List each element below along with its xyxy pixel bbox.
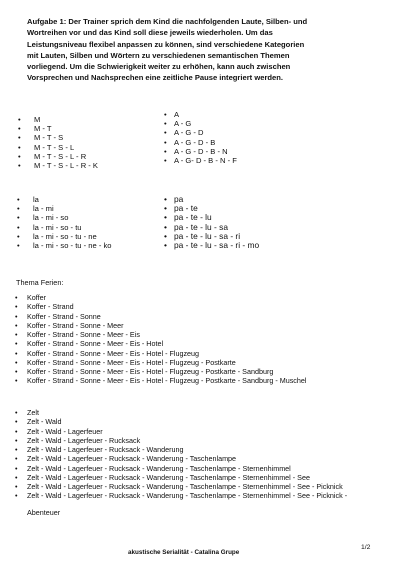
task-line: Wortreihen vor und das Kind soll diese jeweils wiederholen. Um das <box>27 28 273 38</box>
task-line: mit Lauten, Silben und Wörtern zu verschiedenen semantischen Themen <box>27 50 290 60</box>
bullet-icon: • <box>15 302 18 312</box>
bullet-icon: • <box>15 348 18 358</box>
bullet-icon: • <box>15 472 18 482</box>
page-footer: akustische Serialität - Catalina Grupe <box>128 549 240 556</box>
task-line: Vorsprechen und Nachsprechen eine zeitliche Pause integriert werden. <box>27 73 284 83</box>
theme-heading: Thema Ferien: <box>16 278 64 287</box>
bullet-icon: • <box>164 212 167 223</box>
bullet-icon: • <box>15 482 18 491</box>
list-item-continuation: Abenteuer <box>27 508 61 517</box>
bullet-icon: • <box>17 213 20 223</box>
bullet-icon: • <box>17 204 20 214</box>
bullet-icon: • <box>15 367 18 376</box>
bullet-icon: • <box>164 119 167 129</box>
bullet-icon: • <box>18 124 21 134</box>
bullet-icon: • <box>15 339 18 349</box>
bullet-icon: • <box>164 137 167 147</box>
bullet-icon: • <box>15 376 18 386</box>
task-line: vorliegend. Um die Schwierigkeit weiter zu erhöhen, kann auch zwischen <box>27 62 291 72</box>
bullet-icon: • <box>15 320 18 330</box>
bullet-icon: • <box>15 417 18 427</box>
bullet-icon: • <box>15 454 18 464</box>
bullet-icon: • <box>164 155 167 165</box>
bullet-icon: • <box>164 221 167 232</box>
page-number: 1/2 <box>361 544 371 551</box>
bullet-icon: • <box>164 203 167 214</box>
bullet-icon: • <box>15 445 18 454</box>
document-page: Aufgabe 1: Der Trainer sprich dem Kind die nachfolgenden Laute, Silben- und Wortreihen vor und das Kind soll diese jeweils wiederholen. Um das Leistungsniveau flexibel anpassen zu können, sind verschiedene Kategorien mit Lauten, Silben und Wörtern zu verschiedenen semantischen Themen vorliegend. Um die Schwierigkeit weiter zu erhöhen, kann auch zwischen Vorsprechen und Nachsprechen eine zeitliche Pause integriert werden. • M • M - T • M - T - S • M - T - S - L • M - T - S - L - R • M - T - S - L - R - K • A • A - G • A - G - D • A - G - D - B • A - G - D - B - N • A - G- D - B - N - F • la • la - mi • la - mi - so • la - mi - so - tu • la - mi - so - tu - ne • la - mi - so - tu - ne - ko • pa • pa - te • pa - te - lu • pa - te - lu - sa • pa - te - lu - sa - ri • pa - te - lu - sa - ri - mo Thema Ferien: • Koffer • Koffer - Strand • Koffer - Strand - Sonne • Koffer - Strand - Sonne - Meer • Koffer - Strand - Sonne - Meer - Eis • Koffer - Strand - Sonne - Meer - Eis - Hotel • Koffer - Strand - Sonne - Meer - Eis - Hotel - Flugzeug • Koffer - Strand - Sonne - Meer - Eis - Hotel - Flugzeug - Postkarte • Koffer - Strand - Sonne - Meer - Eis - Hotel - Flugzeug - Postkarte - Sandburg • Koffer - Strand - Sonne - Meer - Eis - Hotel - Flugzeug - Postkarte - Sandburg - Muschel • Zelt • Zelt - Wald • Zelt - Wald - Lagerfeuer • Zelt - Wald - Lagerfeuer - Rucksack • Zelt - Wald - Lagerfeuer - Rucksack - Wanderung • Zelt - Wald - Lagerfeuer - Rucksack - Wanderung - Taschenlampe • Zelt - Wald - Lagerfeuer - Rucksack - Wanderung - Taschenlampe - Sternenhimmel • Zelt - Wald - Lagerfeuer - Rucksack - Wanderung - Taschenlampe - Sternenhimmel - See • Zelt - Wald - Lagerfeuer - Rucksack - Wanderung - Taschenlampe - Sternenhimmel - See - Picknick • Zelt - Wald - Lagerfeuer - Rucksack - Wanderung - Taschenlampe - Sternenhimmel - See - Picknick - Abenteuer akustische Serialität - Catalina Grupe 1/2 <box>0 0 400 566</box>
task-line: Aufgabe 1: Der Trainer sprich dem Kind die nachfolgenden Laute, Silben- und <box>27 17 308 26</box>
task-instructions <box>27 16 377 84</box>
bullet-icon: • <box>15 463 18 473</box>
bullet-icon: • <box>18 151 21 161</box>
bullet-icon: • <box>164 110 167 119</box>
bullet-icon: • <box>15 408 18 417</box>
bullet-icon: • <box>15 330 18 339</box>
bullet-icon: • <box>164 239 167 250</box>
bullet-icon: • <box>15 426 18 436</box>
bullet-icon: • <box>15 311 18 321</box>
bullet-icon: • <box>18 160 21 170</box>
bullet-icon: • <box>18 115 21 124</box>
bullet-icon: • <box>164 128 167 138</box>
bullet-icon: • <box>18 142 21 152</box>
task-line: Leistungsniveau flexibel anpassen zu können, sind verschiedene Kategorien <box>27 39 305 49</box>
bullet-icon: • <box>164 230 167 241</box>
bullet-icon: • <box>15 435 18 445</box>
bullet-icon: • <box>15 357 18 367</box>
bullet-icon: • <box>15 293 18 302</box>
bullet-icon: • <box>17 231 20 241</box>
bullet-icon: • <box>17 195 20 204</box>
bullet-icon: • <box>18 133 21 143</box>
bullet-icon: • <box>164 146 167 156</box>
bullet-icon: • <box>17 240 20 250</box>
bullet-icon: • <box>17 222 20 232</box>
bullet-icon: • <box>15 491 18 501</box>
bullet-icon: • <box>164 194 167 204</box>
